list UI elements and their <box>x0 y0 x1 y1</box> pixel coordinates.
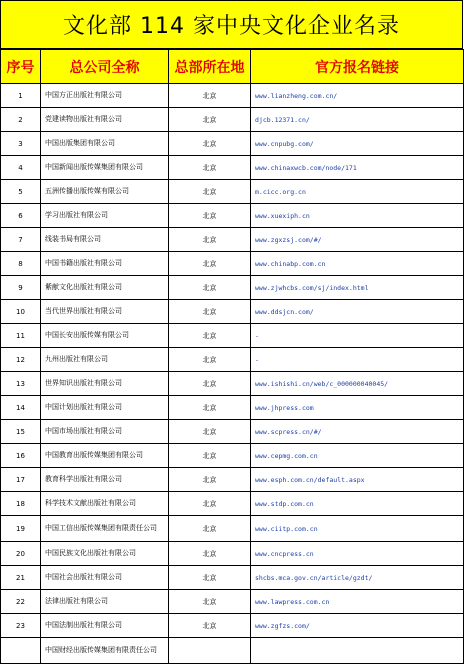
cell-no[interactable]: 5 <box>1 180 41 204</box>
cell-no[interactable]: 11 <box>1 324 41 348</box>
cell-link[interactable]: www.chinaxwcb.com/node/171 <box>251 156 464 180</box>
cell-hq[interactable]: 北京 <box>169 566 251 590</box>
table-row <box>1 180 464 204</box>
cell-no[interactable]: 12 <box>1 348 41 372</box>
cell-hq[interactable]: 北京 <box>169 180 251 204</box>
header-no[interactable]: 序号 <box>1 50 41 84</box>
cell-no[interactable]: 2 <box>1 108 41 132</box>
table-row <box>1 108 464 132</box>
cell-company[interactable]: 中国法制出版社有限公司 <box>41 614 169 638</box>
table-row <box>1 590 464 614</box>
cell-link[interactable]: www.cncpress.cn <box>251 542 464 566</box>
cell-company[interactable]: 中国计划出版社有限公司 <box>41 396 169 420</box>
cell-no[interactable]: 6 <box>1 204 41 228</box>
cell-company[interactable]: 当代世界出版社有限公司 <box>41 300 169 324</box>
cell-company[interactable]: 党建读物出版社有限公司 <box>41 108 169 132</box>
cell-no[interactable]: 17 <box>1 468 41 492</box>
cell-hq[interactable]: 北京 <box>169 372 251 396</box>
cell-company[interactable]: 中国新闻出版传媒集团有限公司 <box>41 156 169 180</box>
cell-no[interactable]: 23 <box>1 614 41 638</box>
cell-no[interactable]: 14 <box>1 396 41 420</box>
table-row <box>1 492 464 516</box>
cell-company[interactable]: 学习出版社有限公司 <box>41 204 169 228</box>
cell-hq[interactable]: 北京 <box>169 614 251 638</box>
cell-hq[interactable]: 北京 <box>169 516 251 542</box>
table-row <box>1 638 464 664</box>
cell-link[interactable]: www.ddsjcn.com/ <box>251 300 464 324</box>
table-row <box>1 566 464 590</box>
table-row <box>1 372 464 396</box>
table-row <box>1 276 464 300</box>
cell-company[interactable]: 中国出版集团有限公司 <box>41 132 169 156</box>
cell-no[interactable]: 21 <box>1 566 41 590</box>
cell-no[interactable]: 3 <box>1 132 41 156</box>
cell-no[interactable]: 8 <box>1 252 41 276</box>
cell-company[interactable]: 中国财经出版传媒集团有限责任公司 <box>41 638 169 664</box>
table-row <box>1 542 464 566</box>
cell-link[interactable]: - <box>251 348 464 372</box>
table-row <box>1 614 464 638</box>
table-row <box>1 396 464 420</box>
table-row <box>1 300 464 324</box>
cell-link[interactable]: djcb.12371.cn/ <box>251 108 464 132</box>
header-row <box>1 50 464 84</box>
cell-company[interactable]: 中国长安出版传媒有限公司 <box>41 324 169 348</box>
cell-link[interactable]: www.zgfzs.com/ <box>251 614 464 638</box>
cell-link[interactable]: www.zjwhcbs.com/sj/index.html <box>251 276 464 300</box>
cell-hq[interactable]: 北京 <box>169 108 251 132</box>
cell-company[interactable]: 中国工信出版传媒集团有限责任公司 <box>41 516 169 542</box>
cell-no[interactable]: 20 <box>1 542 41 566</box>
cell-hq[interactable]: 北京 <box>169 276 251 300</box>
cell-hq[interactable]: 北京 <box>169 132 251 156</box>
cell-link[interactable]: www.ciitp.com.cn <box>251 516 464 542</box>
table-row <box>1 204 464 228</box>
page-title: 文化部 114 家中央文化企业名录 <box>0 0 463 49</box>
cell-hq[interactable] <box>169 638 251 664</box>
cell-hq[interactable]: 北京 <box>169 348 251 372</box>
cell-company[interactable]: 五洲传播出版传媒有限公司 <box>41 180 169 204</box>
cell-company[interactable]: 线装书局有限公司 <box>41 228 169 252</box>
cell-company[interactable]: 紫献文化出版社有限公司 <box>41 276 169 300</box>
cell-link[interactable]: - <box>251 324 464 348</box>
cell-link[interactable]: www.chinabp.com.cn <box>251 252 464 276</box>
table-row <box>1 468 464 492</box>
cell-link[interactable]: www.xuexiph.cn <box>251 204 464 228</box>
cell-link[interactable]: www.cnpubg.com/ <box>251 132 464 156</box>
cell-link[interactable] <box>251 638 464 664</box>
cell-no[interactable]: 18 <box>1 492 41 516</box>
cell-no[interactable]: 7 <box>1 228 41 252</box>
cell-hq[interactable]: 北京 <box>169 468 251 492</box>
cell-company[interactable]: 中国方正出版社有限公司 <box>41 84 169 108</box>
cell-hq[interactable]: 北京 <box>169 420 251 444</box>
cell-link[interactable]: www.scpress.cn/#/ <box>251 420 464 444</box>
cell-no[interactable]: 19 <box>1 516 41 542</box>
table-row <box>1 252 464 276</box>
cell-hq[interactable]: 北京 <box>169 300 251 324</box>
cell-no[interactable]: 13 <box>1 372 41 396</box>
cell-no[interactable]: 10 <box>1 300 41 324</box>
cell-link[interactable]: m.cicc.org.cn <box>251 180 464 204</box>
header-hq[interactable]: 总部所在地 <box>169 50 251 84</box>
cell-company[interactable]: 世界知识出版社有限公司 <box>41 372 169 396</box>
cell-hq[interactable]: 北京 <box>169 228 251 252</box>
cell-hq[interactable]: 北京 <box>169 396 251 420</box>
cell-no[interactable]: 22 <box>1 590 41 614</box>
cell-no[interactable]: 15 <box>1 420 41 444</box>
header-company[interactable]: 总公司全称 <box>41 50 169 84</box>
cell-hq[interactable]: 北京 <box>169 590 251 614</box>
table-row <box>1 228 464 252</box>
cell-no[interactable] <box>1 638 41 664</box>
cell-link[interactable]: www.cepmg.com.cn <box>251 444 464 468</box>
cell-hq[interactable]: 北京 <box>169 204 251 228</box>
cell-link[interactable]: www.esph.com.cn/default.aspx <box>251 468 464 492</box>
table-row <box>1 348 464 372</box>
company-table <box>0 49 464 664</box>
table-row <box>1 84 464 108</box>
cell-no[interactable]: 1 <box>1 84 41 108</box>
cell-company[interactable]: 科学技术文献出版社有限公司 <box>41 492 169 516</box>
cell-hq[interactable]: 北京 <box>169 542 251 566</box>
cell-link[interactable]: www.jhpress.com <box>251 396 464 420</box>
cell-no[interactable]: 9 <box>1 276 41 300</box>
cell-no[interactable]: 4 <box>1 156 41 180</box>
cell-hq[interactable]: 北京 <box>169 156 251 180</box>
cell-company[interactable]: 教育科学出版社有限公司 <box>41 468 169 492</box>
table-body <box>1 84 464 664</box>
table-row <box>1 156 464 180</box>
cell-link[interactable]: shcbs.mca.gov.cn/article/gzdt/ <box>251 566 464 590</box>
table-row <box>1 324 464 348</box>
cell-hq[interactable]: 北京 <box>169 444 251 468</box>
cell-link[interactable]: www.ishishi.cn/web/c_000000040045/ <box>251 372 464 396</box>
cell-company[interactable]: 中国教育出版传媒集团有限公司 <box>41 444 169 468</box>
cell-hq[interactable]: 北京 <box>169 252 251 276</box>
table-row <box>1 516 464 542</box>
cell-link[interactable]: www.lianzheng.com.cn/ <box>251 84 464 108</box>
cell-hq[interactable]: 北京 <box>169 324 251 348</box>
cell-link[interactable]: www.stdp.com.cn <box>251 492 464 516</box>
cell-company[interactable]: 中国社会出版社有限公司 <box>41 566 169 590</box>
cell-link[interactable]: www.zgxzsj.com/#/ <box>251 228 464 252</box>
cell-company[interactable]: 中国市场出版社有限公司 <box>41 420 169 444</box>
table-row <box>1 420 464 444</box>
cell-hq[interactable]: 北京 <box>169 492 251 516</box>
cell-company[interactable]: 法律出版社有限公司 <box>41 590 169 614</box>
cell-company[interactable]: 九州出版社有限公司 <box>41 348 169 372</box>
table-row <box>1 132 464 156</box>
cell-link[interactable]: www.lawpress.com.cn <box>251 590 464 614</box>
table-row <box>1 444 464 468</box>
header-link[interactable]: 官方报名链接 <box>251 50 464 84</box>
cell-company[interactable]: 中国民族文化出版社有限公司 <box>41 542 169 566</box>
cell-no[interactable]: 16 <box>1 444 41 468</box>
cell-hq[interactable]: 北京 <box>169 84 251 108</box>
cell-company[interactable]: 中国书籍出版社有限公司 <box>41 252 169 276</box>
